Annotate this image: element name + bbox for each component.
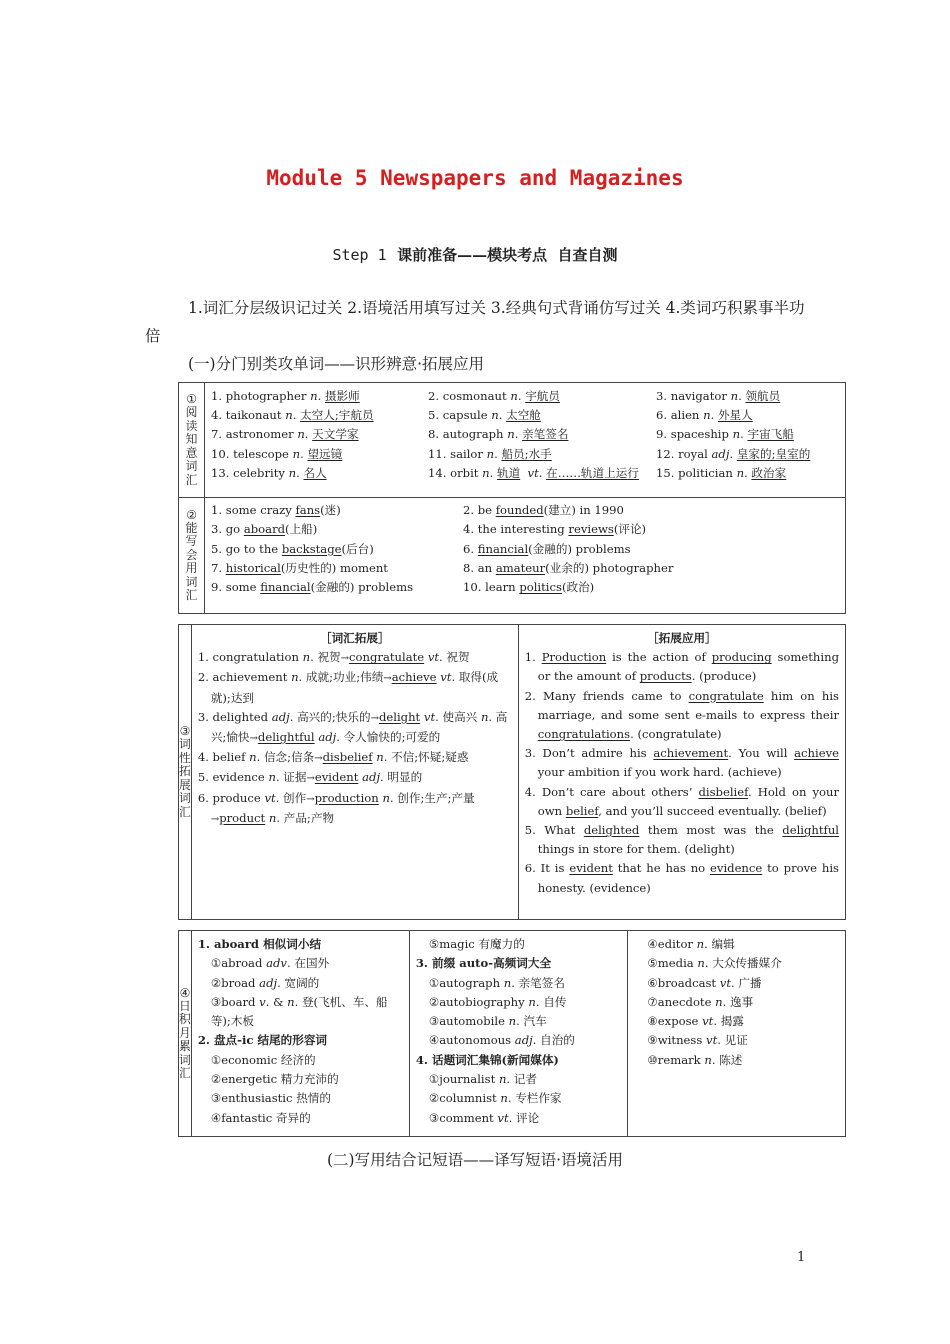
intro-paragraph: 1.词汇分层级识记过关 2.语境活用填写过关 3.经典句式背诵仿写过关 4.类词巧积累事半功倍 [145, 299, 805, 345]
box-label: ① 阅 读 知 意 词 汇 [179, 383, 205, 498]
module-title: Module 5 Newspapers and Magazines [266, 166, 684, 190]
right-header: ［拓展应用］ [647, 631, 717, 645]
section-heading-1: (一)分门别类攻单词——识形辨意·拓展应用 [188, 355, 485, 373]
reading-vocab-table [178, 382, 846, 498]
writing-vocab-table [178, 497, 846, 614]
section-heading-2: (二)写用结合记短语——译写短语·语境活用 [327, 1151, 624, 1169]
left-header: ［词汇拓展］ [319, 631, 390, 645]
word-grid: 1. some crazy fans(迷) 2. be founded(建立) in 1990 3. go aboard(上船) 4. the interesting reviews(评论) 5. go to the backstage(后台) 6. financial(金融的) problems 7. historical(历史性的) moment 8. an amateur(业余的) photographer 9. some financial(金融的) problems 10. learn politics(政治) [211, 503, 674, 595]
page-number: 1 [797, 1250, 806, 1265]
word-extension-table [178, 624, 846, 920]
accum-col-3: ④editor n. 编辑 ⑤media n. 大众传播媒介 ⑥broadcast vt. 广播 ⑦anecdote n. 逸事 ⑧expose vt. 揭露 ⑨witness vt. 见证 ⑩remark n. 陈述 [628, 931, 846, 1137]
accum-col-1: 1. aboard 相似词小结 ①abroad adv. 在国外 ②broad adj. 宽阔的 ③board v. & n. 登(飞机、车、船等);木板 2. 盘点-ic 结尾的形容词 ①economic 经济的 ②energetic 精力充沛的 ③enthusiastic 热情的 ④fantastic 奇异的 [191, 931, 409, 1137]
application-list: ［拓展应用］ 1. Production is the action of producing something or the amount of products. (produce) 2. Many friends came to congratulate him on his marriage, and some sent e-mails to express their congratulations. (congratulate) 3. Don’t admire his achievement. You will achieve your ambition if you work hard. (achieve) 4. Don’t care about others’ disbelief. Hold on your own belief, and you’ll succeed eventually. (belief) 5. What delighted them most was the delightful things in store for them. (delight) 6. It is evident that he has no evidence to prove his honesty. (evidence) [518, 625, 845, 920]
word-grid: 1. photographer n. 摄影师 2. cosmonaut n. 宇航员 3. navigator n. 领航员 4. taikonaut n. 太空人;宇航员 5. capsule n. 太空舱 6. alien n. 外星人 7. astronomer n. 天文学家 8. autograph n. 亲笔签名 9. spaceship n. 宇宙飞船 10. telescope n. 望远镜 11. sailor n. 船员;水手 12. royal adj. 皇家的;皇室的 13. celebrity n. 名人 14. orbit n. 轨道 vt. 在……轨道上运行 15. politician n. 政治家 [211, 389, 811, 480]
box-label: ② 能 写 会 用 词 汇 [179, 498, 205, 614]
extension-list: ［词汇拓展］ 1. congratulation n. 祝贺→congratulate vt. 祝贺 2. achievement n. 成就;功业;伟绩→achieve vt. 取得(成就);达到 3. delighted adj. 高兴的;快乐的→delight vt. 使高兴 n. 高兴;愉快→delightful adj. 令人愉快的;可爱的 4. belief n. 信念;信条→disbelief n. 不信;怀疑;疑惑 5. evidence n. 证据→evident adj. 明显的 6. produce vt. 创作→production n. 创作;生产;产量→product n. 产品;产物 [191, 625, 518, 920]
box-label: ③ 词 性 拓 展 词 汇 [179, 625, 192, 920]
step-heading: Step 1 课前准备——模块考点 自查自测 [332, 246, 618, 264]
accumulation-table [178, 930, 846, 1137]
accum-col-2: ⑤magic 有魔力的 3. 前缀 auto-高频词大全 ①autograph n. 亲笔签名 ②autobiography n. 自传 ③automobile n. 汽车 ④autonomous adj. 自治的 4. 话题词汇集锦(新闻媒体) ①journalist n. 记者 ②columnist n. 专栏作家 ③comment vt. 评论 [409, 931, 628, 1137]
box-label: ④ 日 积 月 累 词 汇 [179, 931, 192, 1137]
